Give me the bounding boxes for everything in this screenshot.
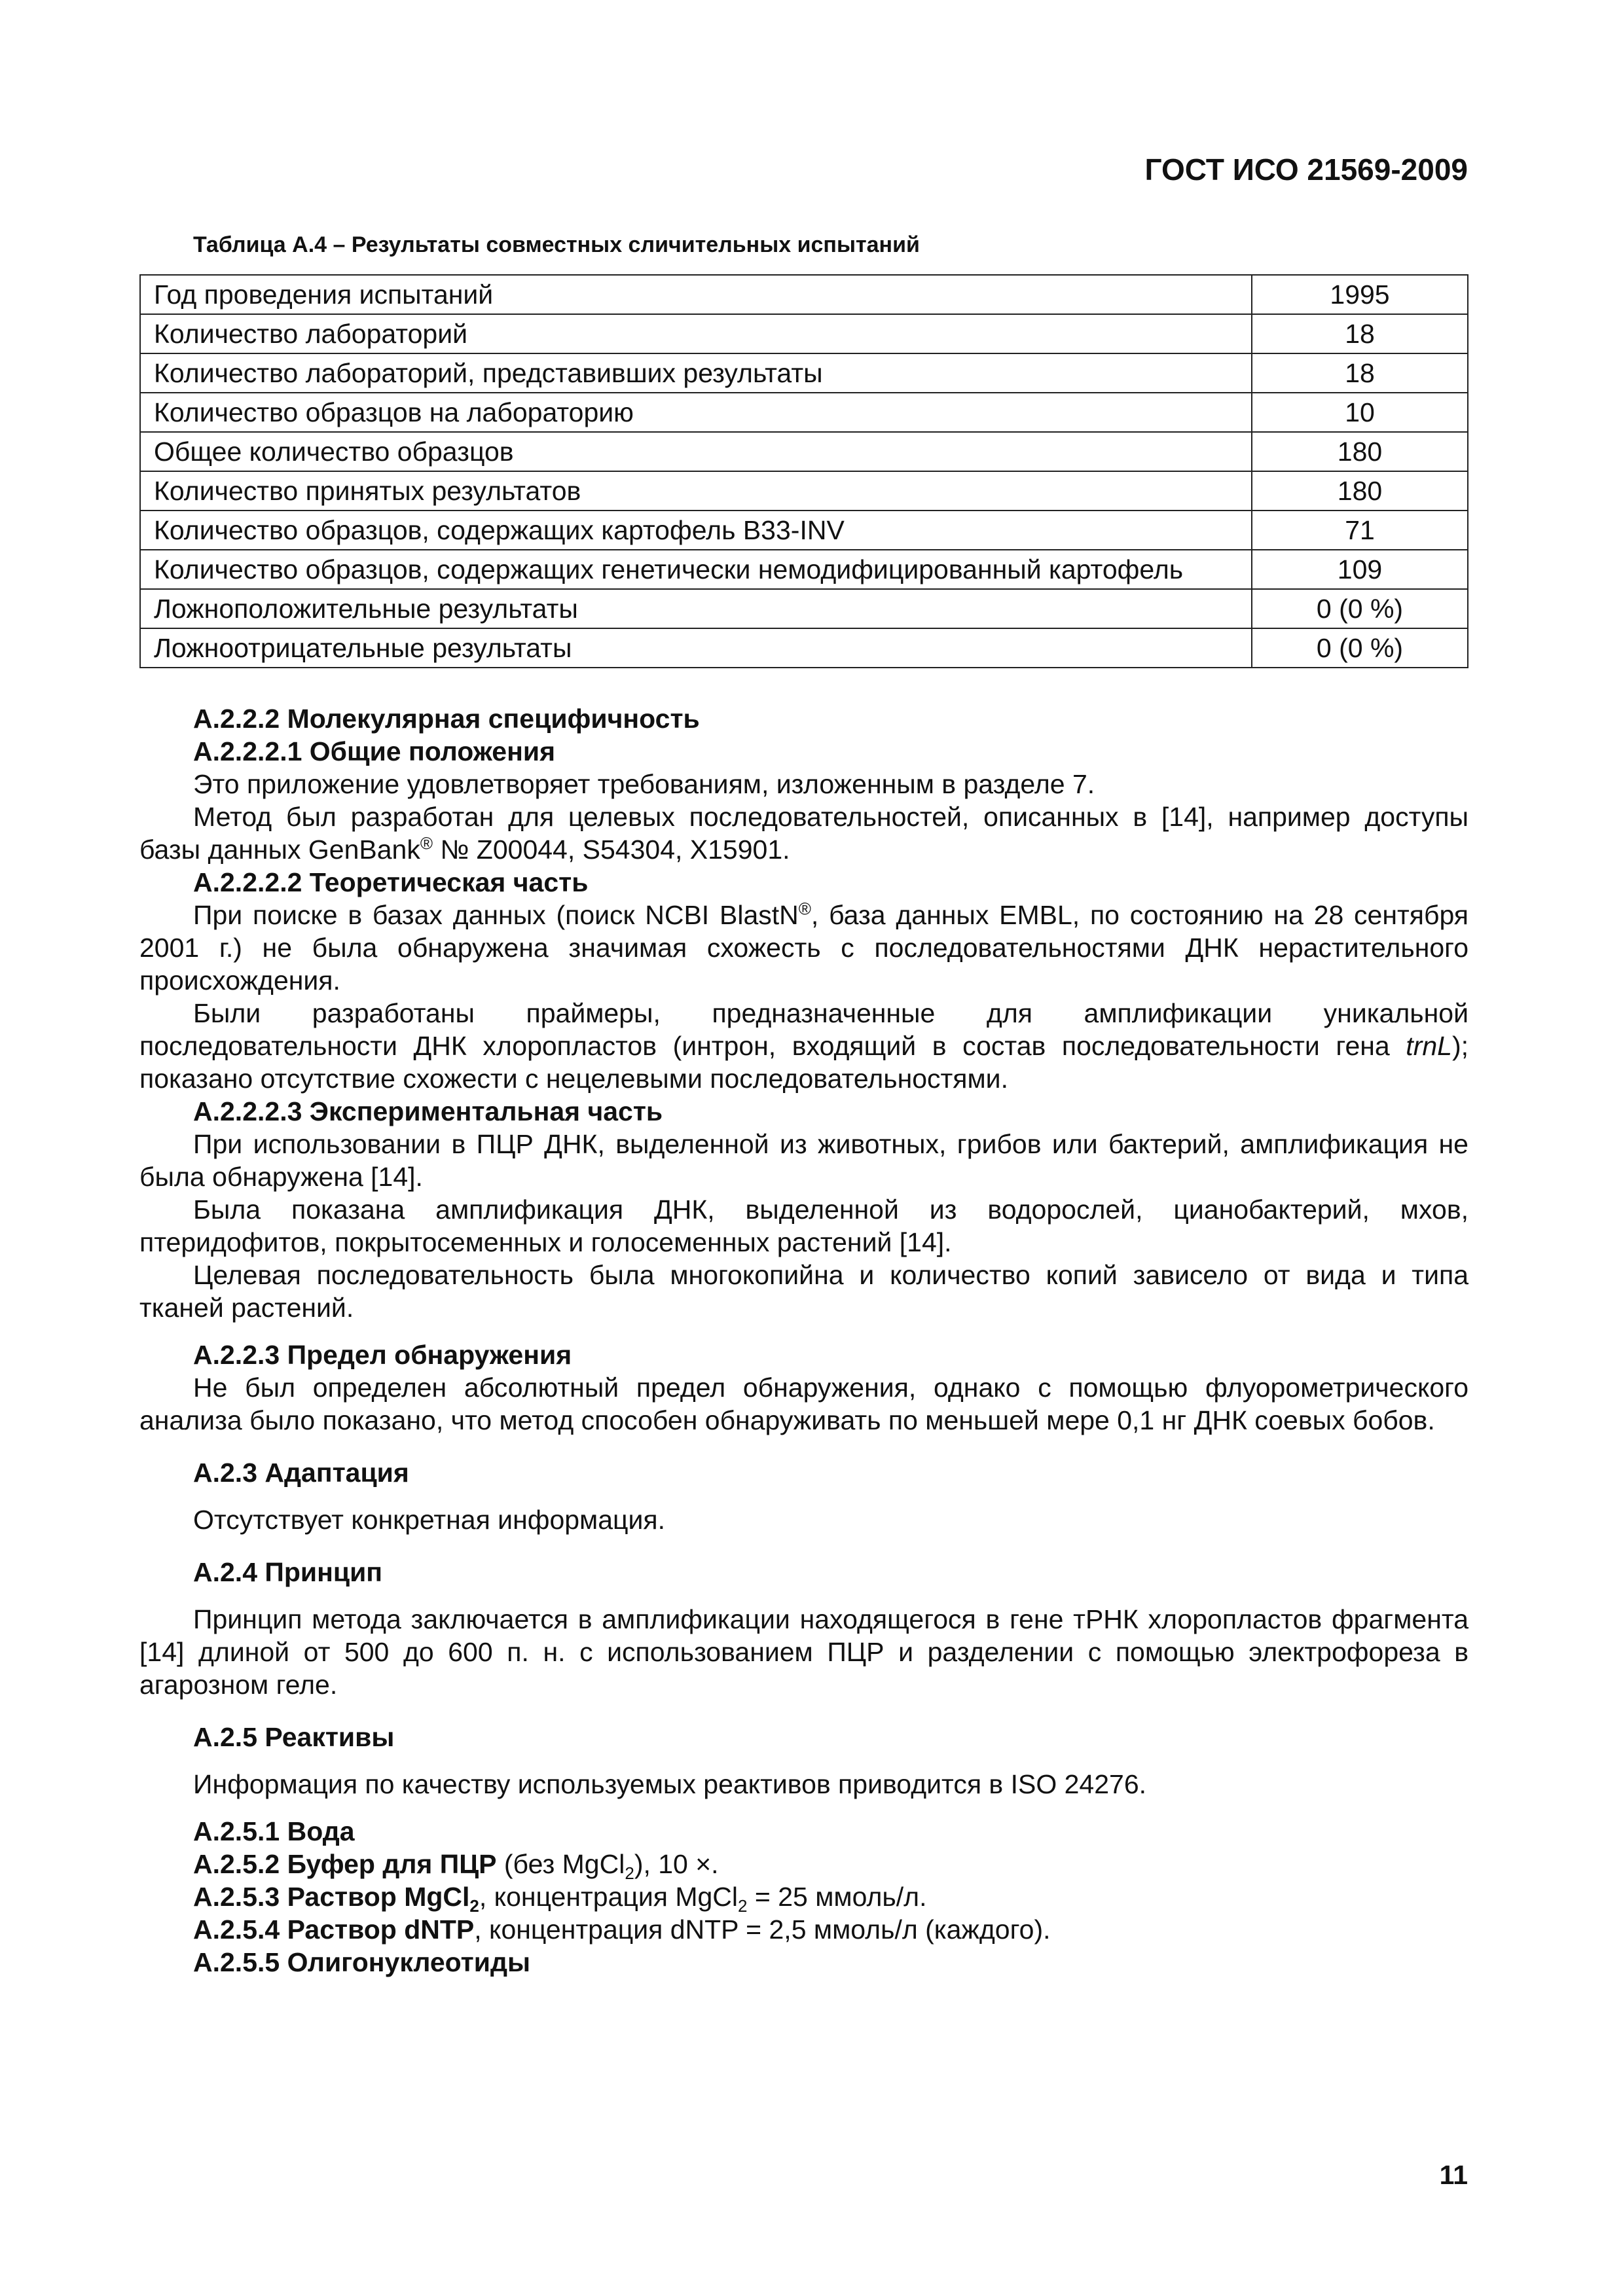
paragraph: Отсутствует конкретная информация. (193, 1505, 666, 1535)
paragraph: Не был определен абсолютный предел обнаружения, однако с помощью флуорометрического анализа было показано, что метод способен обнаруживать по меньшей мере 0,1 нг ДНК соевых бобов. (139, 1372, 1468, 1435)
table-cell-label: Ложноположительные результаты (140, 589, 1252, 628)
table-row (140, 432, 1468, 471)
document-body (139, 702, 1468, 1979)
table-row (140, 393, 1468, 432)
table-cell-label: Количество образцов на лабораторию (140, 393, 1252, 432)
subscript: 2 (469, 1896, 479, 1916)
subsection-item (139, 1880, 1468, 1916)
section-heading: А.2.2.2.2 Теоретическая часть (193, 867, 589, 897)
table-row (140, 550, 1468, 589)
text-run: , концентрация MgCl (479, 1882, 739, 1912)
table-row (140, 589, 1468, 628)
text-run: = 25 ммоль/л. (747, 1882, 927, 1912)
section-heading: А.2.5 Реактивы (193, 1722, 395, 1752)
paragraph: Принцип метода заключается в амплификации находящегося в гене тРНК хлоропластов фрагмента [14] длиной от 500 до 600 п. н. с использованием ПЦР и разделении с помощью электрофореза в агарозном геле. (139, 1604, 1468, 1700)
text-run: Были разработаны праймеры, предназначенные для амплификации уникальной последовательности ДНК хлоропластов (интрон, входящий в состав последовательности гена (139, 998, 1468, 1061)
table-cell-label: Год проведения испытаний (140, 275, 1252, 314)
table-row (140, 511, 1468, 550)
section-heading: А.2.2.2.1 Общие положения (193, 736, 555, 766)
results-table (139, 274, 1468, 668)
gene-name: trnL (1406, 1031, 1452, 1061)
table-cell-value: 18 (1252, 353, 1468, 393)
text-run: № Z00044, S54304, X15901. (433, 834, 790, 865)
table-row (140, 314, 1468, 353)
paragraph (139, 800, 1468, 866)
table-row (140, 471, 1468, 511)
table-cell-value: 10 (1252, 393, 1468, 432)
table-cell-value: 180 (1252, 471, 1468, 511)
table-cell-value: 109 (1252, 550, 1468, 589)
page-number: 11 (1439, 2160, 1468, 2190)
subscript: 2 (625, 1863, 634, 1884)
section-heading: А.2.2.3 Предел обнаружения (193, 1340, 572, 1370)
paragraph: При использовании в ПЦР ДНК, выделенной из животных, грибов или бактерий, амплификация не была обнаружена [14]. (139, 1129, 1468, 1192)
table-cell-label: Ложноотрицательные результаты (140, 628, 1252, 668)
document-number: ГОСТ ИСО 21569-2009 (1144, 152, 1468, 187)
paragraph (139, 997, 1468, 1095)
item-title: А.2.5.4 Раствор dNTP (193, 1914, 475, 1945)
item-title: А.2.5.3 Раствор MgCl (193, 1882, 470, 1912)
paragraph: Информация по качеству используемых реактивов приводится в ISO 24276. (193, 1769, 1147, 1799)
paragraph: Это приложение удовлетворяет требованиям, изложенным в разделе 7. (193, 769, 1095, 799)
table-cell-value: 71 (1252, 511, 1468, 550)
paragraph: Целевая последовательность была многокопийна и количество копий зависело от вида и типа тканей растений. (139, 1260, 1468, 1323)
table-cell-label: Количество образцов, содержащих картофель B33-INV (140, 511, 1252, 550)
text-run: ), 10 ×. (634, 1849, 719, 1879)
table-cell-label: Количество образцов, содержащих генетически немодифицированный картофель (140, 550, 1252, 589)
table-caption: Таблица А.4 – Результаты совместных сличительных испытаний (193, 232, 920, 257)
table-cell-label: Количество принятых результатов (140, 471, 1252, 511)
table-cell-label: Количество лабораторий (140, 314, 1252, 353)
text-run: , концентрация dNTP = 2,5 ммоль/л (каждого). (474, 1914, 1051, 1945)
item-title: А.2.5.2 Буфер для ПЦР (193, 1849, 497, 1879)
text-run: , база данных EMBL, по состоянию на 28 сентября 2001 г.) не была обнаружена значимая схожесть с последовательностями ДНК нерастительного происхождения. (139, 900, 1468, 996)
section-heading: А.2.4 Принцип (193, 1557, 383, 1587)
paragraph: Была показана амплификация ДНК, выделенной из водорослей, цианобактерий, мхов, птеридофитов, покрытосеменных и голосеменных растений [14]. (139, 1194, 1468, 1257)
table-cell-value: 0 (0 %) (1252, 589, 1468, 628)
subsection-item: А.2.5.5 Олигонуклеотиды (193, 1947, 531, 1977)
paragraph (139, 899, 1468, 997)
text-run: ); показано отсутствие схожести с нецелевыми последовательностями. (139, 1031, 1468, 1094)
text-run: Метод был разработан для целевых последовательностей, описанных в [14], например доступы базы данных GenBank (139, 802, 1468, 865)
section-heading: А.2.2.2 Молекулярная специфичность (193, 704, 700, 734)
subsection-item: А.2.5.1 Вода (193, 1816, 355, 1846)
table-cell-value: 0 (0 %) (1252, 628, 1468, 668)
table-cell-label: Общее количество образцов (140, 432, 1252, 471)
table-row (140, 275, 1468, 314)
subscript: 2 (738, 1896, 748, 1916)
text-run: При поиске в базах данных (поиск NCBI BlastN (193, 900, 799, 930)
table-cell-label: Количество лабораторий, представивших результаты (140, 353, 1252, 393)
table-cell-value: 1995 (1252, 275, 1468, 314)
section-heading: А.2.2.2.3 Экспериментальная часть (193, 1096, 663, 1126)
text-run: (без MgCl (496, 1849, 625, 1879)
registered-mark: ® (420, 833, 433, 853)
table-cell-value: 18 (1252, 314, 1468, 353)
table-row (140, 353, 1468, 393)
subsection-item (139, 1848, 1468, 1884)
table-cell-value: 180 (1252, 432, 1468, 471)
table-row (140, 628, 1468, 668)
registered-mark: ® (798, 899, 811, 919)
subsection-item (139, 1913, 1468, 1946)
section-heading: А.2.3 Адаптация (193, 1458, 409, 1488)
